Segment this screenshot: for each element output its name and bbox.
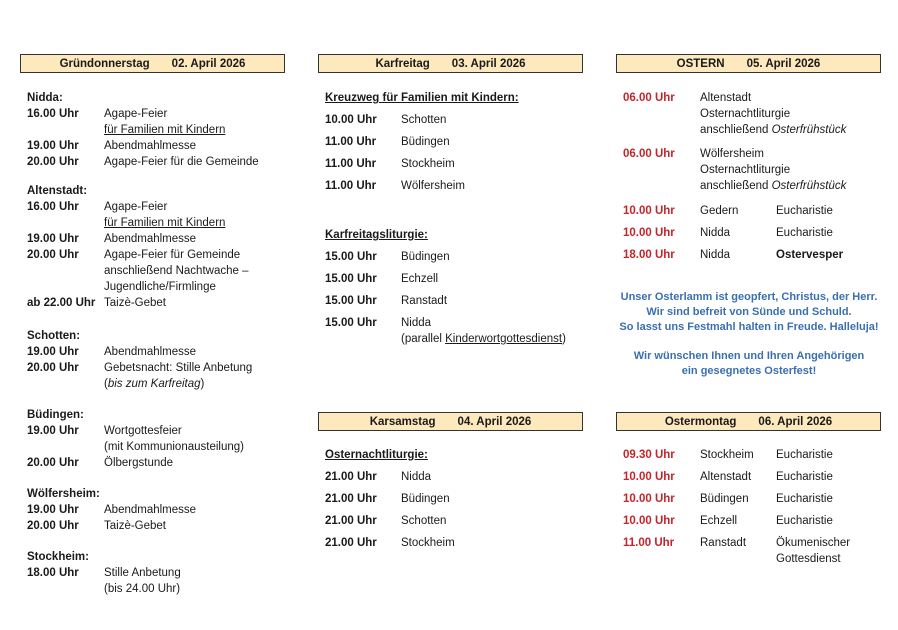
schedule-row [27,247,287,263]
place: Stockheim [401,158,455,170]
time: 11.00 Uhr [325,180,377,192]
time: 06.00 Uhr [623,148,675,160]
place: Nidda [700,249,731,261]
schedule-row-cont [27,376,287,392]
header-day: Karfreitag [375,57,430,70]
schedule-row [27,106,287,122]
description: Agape-Feier [104,201,168,213]
service: Eucharistie [776,227,833,239]
schedule-row [623,491,885,507]
description: anschließend Nachtwache – [104,265,249,277]
schedule-row [325,513,585,529]
time: 10.00 Uhr [623,515,675,527]
description: Abendmahlmesse [104,233,197,245]
time: 18.00 Uhr [623,249,675,261]
place: Altenstadt [700,92,752,104]
time: 20.00 Uhr [27,156,79,168]
place: Gedern [700,205,739,217]
schedule-row [623,90,885,106]
place: Altenstadt [700,471,752,483]
description: Taizè-Gebet [104,297,167,309]
schedule-row [623,447,885,463]
place: Büdingen [401,251,450,263]
schedule-row [623,225,885,241]
section-buedingen [27,407,287,471]
message-line: So lasst uns Festmahl halten in Freude. Halleluja! [619,321,879,333]
description: Osternachtliturgie [700,164,791,176]
place: Büdingen [700,493,749,505]
time: 15.00 Uhr [325,317,377,329]
schedule-row [27,344,287,360]
place: Büdingen [401,136,450,148]
description: (bis zum Karfreitag) [104,378,205,390]
location-heading: Schotten: [27,330,81,342]
schedule-row [325,134,585,150]
schedule-row [27,502,287,518]
schedule-row [623,146,885,162]
time: 15.00 Uhr [325,251,377,263]
schedule-row [27,455,287,471]
schedule-row [325,469,585,485]
schedule-row [325,535,585,551]
schedule-row-cont [27,215,287,231]
schedule-row [27,518,287,534]
header-date: 03. April 2026 [451,57,526,70]
schedule-row-cont [623,162,885,178]
description: für Familien mit Kindern [104,124,226,136]
schedule-row [623,469,885,485]
place: Nidda [401,317,432,329]
place: Wölfersheim [401,180,465,192]
schedule-row-cont [623,106,885,122]
service: Eucharistie [776,515,833,527]
schedule-row [325,112,585,128]
description: Agape-Feier [104,108,168,120]
location-heading: Stockheim: [27,551,89,563]
time: 16.00 Uhr [27,108,79,120]
section-title: Kreuzweg für Familien mit Kindern: [325,92,519,104]
time: 19.00 Uhr [27,346,79,358]
time: 19.00 Uhr [27,233,79,245]
place: Echzell [700,515,738,527]
time: 10.00 Uhr [623,471,675,483]
header-date: 06. April 2026 [758,415,833,428]
header-day: Karsamstag [369,415,436,428]
schedule-row [623,203,885,219]
time: 20.00 Uhr [27,249,79,261]
header-karfreitag [318,54,583,73]
place: Ranstadt [700,537,747,549]
description: für Familien mit Kindern [104,217,226,229]
time: 20.00 Uhr [27,362,79,374]
time: 10.00 Uhr [623,227,675,239]
schedule-row-cont [27,279,287,295]
header-day: OSTERN [676,57,725,70]
description: Taizè-Gebet [104,520,167,532]
place: Schotten [401,114,447,126]
header-day: Gründonnerstag [59,57,150,70]
section-schotten [27,328,287,392]
schedule-row [325,178,585,194]
service: Ökumenischer [776,537,851,549]
message-line: Wir wünschen Ihnen und Ihren Angehörigen [633,350,865,362]
time: 10.00 Uhr [325,114,377,126]
schedule-row [623,247,885,263]
service: Ostervesper [776,249,844,261]
place: Wölfersheim [700,148,764,160]
description: anschließend Osterfrühstück [700,180,847,192]
description: Ölbergstunde [104,457,174,469]
schedule-row [325,491,585,507]
service: Eucharistie [776,449,833,461]
section-title: Osternachtliturgie: [325,449,428,461]
description: Wortgottesfeier [104,425,182,437]
description: Stille Anbetung [104,567,181,579]
schedule-row [623,535,885,551]
section-nidda [27,90,287,170]
schedule-row [325,156,585,172]
description: Jugendliche/Firmlinge [104,281,216,293]
place: Büdingen [401,493,450,505]
header-ostern [616,54,881,73]
schedule-row [27,423,287,439]
place: Stockheim [700,449,754,461]
time: 19.00 Uhr [27,504,79,516]
time: 10.00 Uhr [623,205,675,217]
schedule-row [27,565,287,581]
schedule-row [325,293,595,309]
time: 21.00 Uhr [325,493,377,505]
time: 11.00 Uhr [325,136,377,148]
header-date: 02. April 2026 [171,57,246,70]
description: (mit Kommunionausteilung) [104,441,244,453]
section-woelfersheim [27,486,287,534]
time: 06.00 Uhr [623,92,675,104]
description: anschließend Osterfrühstück [700,124,847,136]
header-date: 04. April 2026 [457,415,532,428]
schedule-row [27,154,287,170]
service: Gottesdienst [776,553,841,565]
schedule-row [27,231,287,247]
place: Stockheim [401,537,455,549]
location-heading: Wölfersheim: [27,488,100,500]
header-ostermontag [616,412,881,431]
easter-message [612,290,886,379]
time: 20.00 Uhr [27,457,79,469]
section-ostermontag [623,447,885,567]
place: Ranstadt [401,295,448,307]
location-heading: Altenstadt: [27,185,88,197]
schedule-row [27,199,287,215]
schedule-row [325,249,595,265]
section-stockheim [27,549,287,597]
description: Abendmahlmesse [104,504,197,516]
place: Echzell [401,273,439,285]
schedule-row-cont [325,331,595,347]
description: Agape-Feier für Gemeinde [104,249,241,261]
time: 11.00 Uhr [623,537,675,549]
schedule-row-cont [623,122,885,138]
time: 21.00 Uhr [325,471,377,483]
time: 16.00 Uhr [27,201,79,213]
schedule-row-cont [623,178,885,194]
time: 20.00 Uhr [27,520,79,532]
section-karfreitagsliturgie [325,227,595,347]
schedule-row-cont [27,263,287,279]
message-line: Wir sind befreit von Sünde und Schuld. [646,306,852,318]
time: ab 22.00 Uhr [27,297,96,309]
note: (parallel Kinderwortgottesdienst) [401,333,566,345]
schedule-row-cont [27,439,287,455]
description: Gebetsnacht: Stille Anbetung [104,362,253,374]
time: 15.00 Uhr [325,273,377,285]
time: 10.00 Uhr [623,493,675,505]
location-heading: Nidda: [27,92,63,104]
place: Schotten [401,515,447,527]
schedule-row-cont [623,551,885,567]
schedule-row-cont [27,581,287,597]
schedule-row [27,138,287,154]
description: Agape-Feier für die Gemeinde [104,156,259,168]
message-line: Unser Osterlamm ist geopfert, Christus, der Herr. [620,291,878,303]
schedule-row [325,271,595,287]
time: 09.30 Uhr [623,449,675,461]
description: Abendmahlmesse [104,346,197,358]
service: Eucharistie [776,493,833,505]
section-kreuzweg [325,90,585,194]
location-heading: Büdingen: [27,409,84,421]
section-altenstadt [27,183,287,311]
place: Nidda [700,227,731,239]
header-gruendonnerstag [20,54,285,73]
schedule-row [623,513,885,529]
time: 19.00 Uhr [27,425,79,437]
time: 19.00 Uhr [27,140,79,152]
description: Osternachtliturgie [700,108,791,120]
service: Eucharistie [776,471,833,483]
section-title: Karfreitagsliturgie: [325,229,428,241]
service: Eucharistie [776,205,833,217]
time: 21.00 Uhr [325,537,377,549]
section-osternachtliturgie [325,447,585,551]
schedule-row-cont [27,122,287,138]
time: 18.00 Uhr [27,567,79,579]
header-day: Ostermontag [664,415,737,428]
schedule-row [27,360,287,376]
schedule-row [325,315,595,331]
message-line: ein gesegnetes Osterfest! [681,365,817,377]
time: 15.00 Uhr [325,295,377,307]
description: (bis 24.00 Uhr) [104,583,181,595]
place: Nidda [401,471,432,483]
time: 11.00 Uhr [325,158,377,170]
header-karsamstag [318,412,583,431]
schedule-row [27,295,287,311]
description: Abendmahlmesse [104,140,197,152]
section-ostern [623,90,885,263]
header-date: 05. April 2026 [746,57,821,70]
time: 21.00 Uhr [325,515,377,527]
